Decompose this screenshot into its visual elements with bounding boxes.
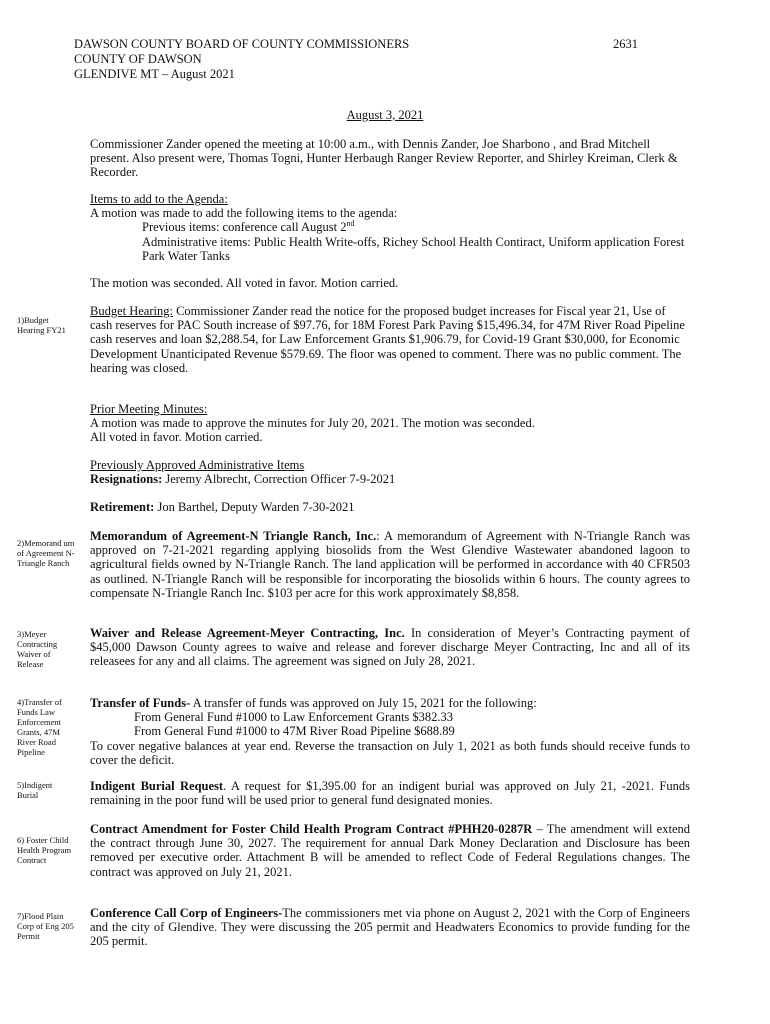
burial-paragraph: Indigent Burial Request. A request for $1,395.00 for an indigent burial was approved on July 21, -2021. Funds remaining in the poor fund will be used prior to general fund designated monies. (90, 779, 690, 808)
transfer-section: Transfer of Funds- A transfer of funds was approved on July 15, 2021 for the following: From General Fund #1000 to Law Enforcement Grants $382.33 From General Fund #1000 to 47M River Road Pipeline $688.89 To cover negative balances at year end. Reverse the transaction on July 1, 2021 as both funds should receive funds to cover the deficit. (90, 696, 690, 767)
contract-heading: Contract Amendment for Foster Child Health Program Contract #PHH20-0287R (90, 822, 533, 836)
agenda-administrative-items: Administrative items: Public Health Write-offs, Richey School Health Contiract, Uniform application Forest Park Water Tanks (142, 234, 685, 263)
page-number: 2631 (613, 37, 638, 51)
margin-note-conference: 7)Flood Plain Corp of Eng 205 Permit (17, 911, 74, 941)
margin-note-transfer: 4)Transfer of Funds Law Enforcement Grants, 47M River Road Pipeline (17, 697, 62, 757)
prior-minutes-heading: Prior Meeting Minutes: (90, 402, 208, 416)
conference-heading: Conference Call Corp of Engineers- (90, 906, 283, 920)
memorandum-paragraph: Memorandum of Agreement-N Triangle Ranch, Inc.: A memorandum of Agreement with N-Triangle Ranch was approved on 7-21-2021 regarding applying biosolids from the West Glendive Wastewater abandoned lagoon to agricultural fields owned by N-Triangle Ranch. The land application will be performed in accordance with 40 CFR503 as outlined. N-Triangle Ranch will be responsible for incorporating the biosolids within 6 hours. The county agrees to compensate N-Triangle Ranch Inc. $103 per acre for this work approximately $8,858. (90, 529, 690, 600)
header-location-date: GLENDIVE MT – August 2021 (74, 67, 235, 81)
transfer-line-2: From General Fund #1000 to 47M River Road Pipeline $688.89 (134, 724, 455, 739)
agenda-motion: A motion was made to add the following items to the agenda: (90, 206, 398, 221)
transfer-line-1: From General Fund #1000 to Law Enforcement Grants $382.33 (134, 710, 454, 725)
agenda-previous-items: Previous items: conference call August 2nd (142, 219, 355, 235)
retirement-line: Retirement: Jon Barthel, Deputy Warden 7-30-2021 (90, 500, 355, 514)
memorandum-heading: Memorandum of Agreement-N Triangle Ranch, Inc. (90, 529, 377, 543)
transfer-closing: To cover negative balances at year end. Reverse the transaction on July 1, 2021 as both funds should receive funds to cover the deficit. (90, 738, 690, 767)
budget-hearing-paragraph: Budget Hearing: Commissioner Zander read the notice for the proposed budget increases for Fiscal year 21, Use of cash reserves for PAC South increase of $97.76, for 18M Forest Park Paving $15,496.34, for 47M River Road Pipeline cash reserves and loan $2,288.54, for Law Enforcement Grants $1,906.79, for Covid-19 Grant $30,000, for Economic Development Unanticipated Revenue $579.69. The floor was opened to comment. There was no public comment. The hearing was closed. (90, 304, 685, 375)
contract-paragraph: Contract Amendment for Foster Child Health Program Contract #PHH20-0287R – The amendment will extend the contract through June 30, 2027. The requirement for annual Dark Money Declaration and Disclosure has been removed per executive order. Attachment B will be amended to reflect Code of Federal Regulations changes. The contract was approved on July 21, 2021. (90, 822, 690, 879)
waiver-heading: Waiver and Release Agreement-Meyer Contracting, Inc. (90, 626, 405, 640)
waiver-paragraph: Waiver and Release Agreement-Meyer Contracting, Inc. In consideration of Meyer’s Contracting payment of $45,000 Dawson County agrees to waive and release and forever discharge Meyer Contracting, Inc and all of its releasees for any and all claims. The agreement was signed on July 28, 2021. (90, 626, 691, 669)
resignations-line: Resignations: Jeremy Albrecht, Correction Officer 7-9-2021 (90, 472, 396, 487)
budget-hearing-heading: Budget Hearing: (90, 304, 173, 318)
margin-note-contract: 6) Foster Child Health Program Contract (17, 835, 72, 865)
previously-approved-section (90, 458, 690, 486)
margin-note-waiver: 3)Meyer Contracting Waiver of Release (17, 629, 58, 669)
transfer-heading: Transfer of Funds- (90, 696, 191, 710)
margin-note-memorandum: 2)Memorand um of Agreement N-Triangle Ranch (17, 538, 75, 568)
prior-minutes-section: Prior Meeting Minutes: A motion was made to approve the minutes for July 20, 2021. The motion was seconded. All voted in favor. Motion carried. (90, 402, 690, 445)
conference-paragraph: Conference Call Corp of Engineers-The commissioners met via phone on August 2, 2021 with the Corp of Engineers and the city of Glendive. They were discussing the 205 permit and Headwaters Economics to provide funding for the 205 permit. (90, 906, 690, 949)
agenda-section (90, 192, 690, 263)
margin-note-budget: 1)Budget Hearing FY21 (17, 315, 66, 335)
meeting-date: August 3, 2021 (346, 108, 424, 122)
previously-approved-heading: Previously Approved Administrative Items (90, 458, 305, 472)
document-header (74, 37, 409, 82)
header-board-name: DAWSON COUNTY BOARD OF COUNTY COMMISSIONERS (74, 37, 410, 51)
header-county: COUNTY OF DAWSON (74, 52, 202, 66)
agenda-result: The motion was seconded. All voted in favor. Motion carried. (90, 276, 399, 290)
intro-paragraph: Commissioner Zander opened the meeting at 10:00 a.m., with Dennis Zander, Joe Sharbono , and Brad Mitchell present. Also present were, Thomas Togni, Hunter Herbaugh Ranger Review Reporter, and Shirley Kreiman, Clerk & Recorder. (90, 137, 678, 180)
agenda-heading: Items to add to the Agenda: (90, 192, 228, 206)
burial-heading: Indigent Burial Request (90, 779, 224, 793)
margin-note-burial: 5)Indigent Burial (17, 780, 53, 800)
